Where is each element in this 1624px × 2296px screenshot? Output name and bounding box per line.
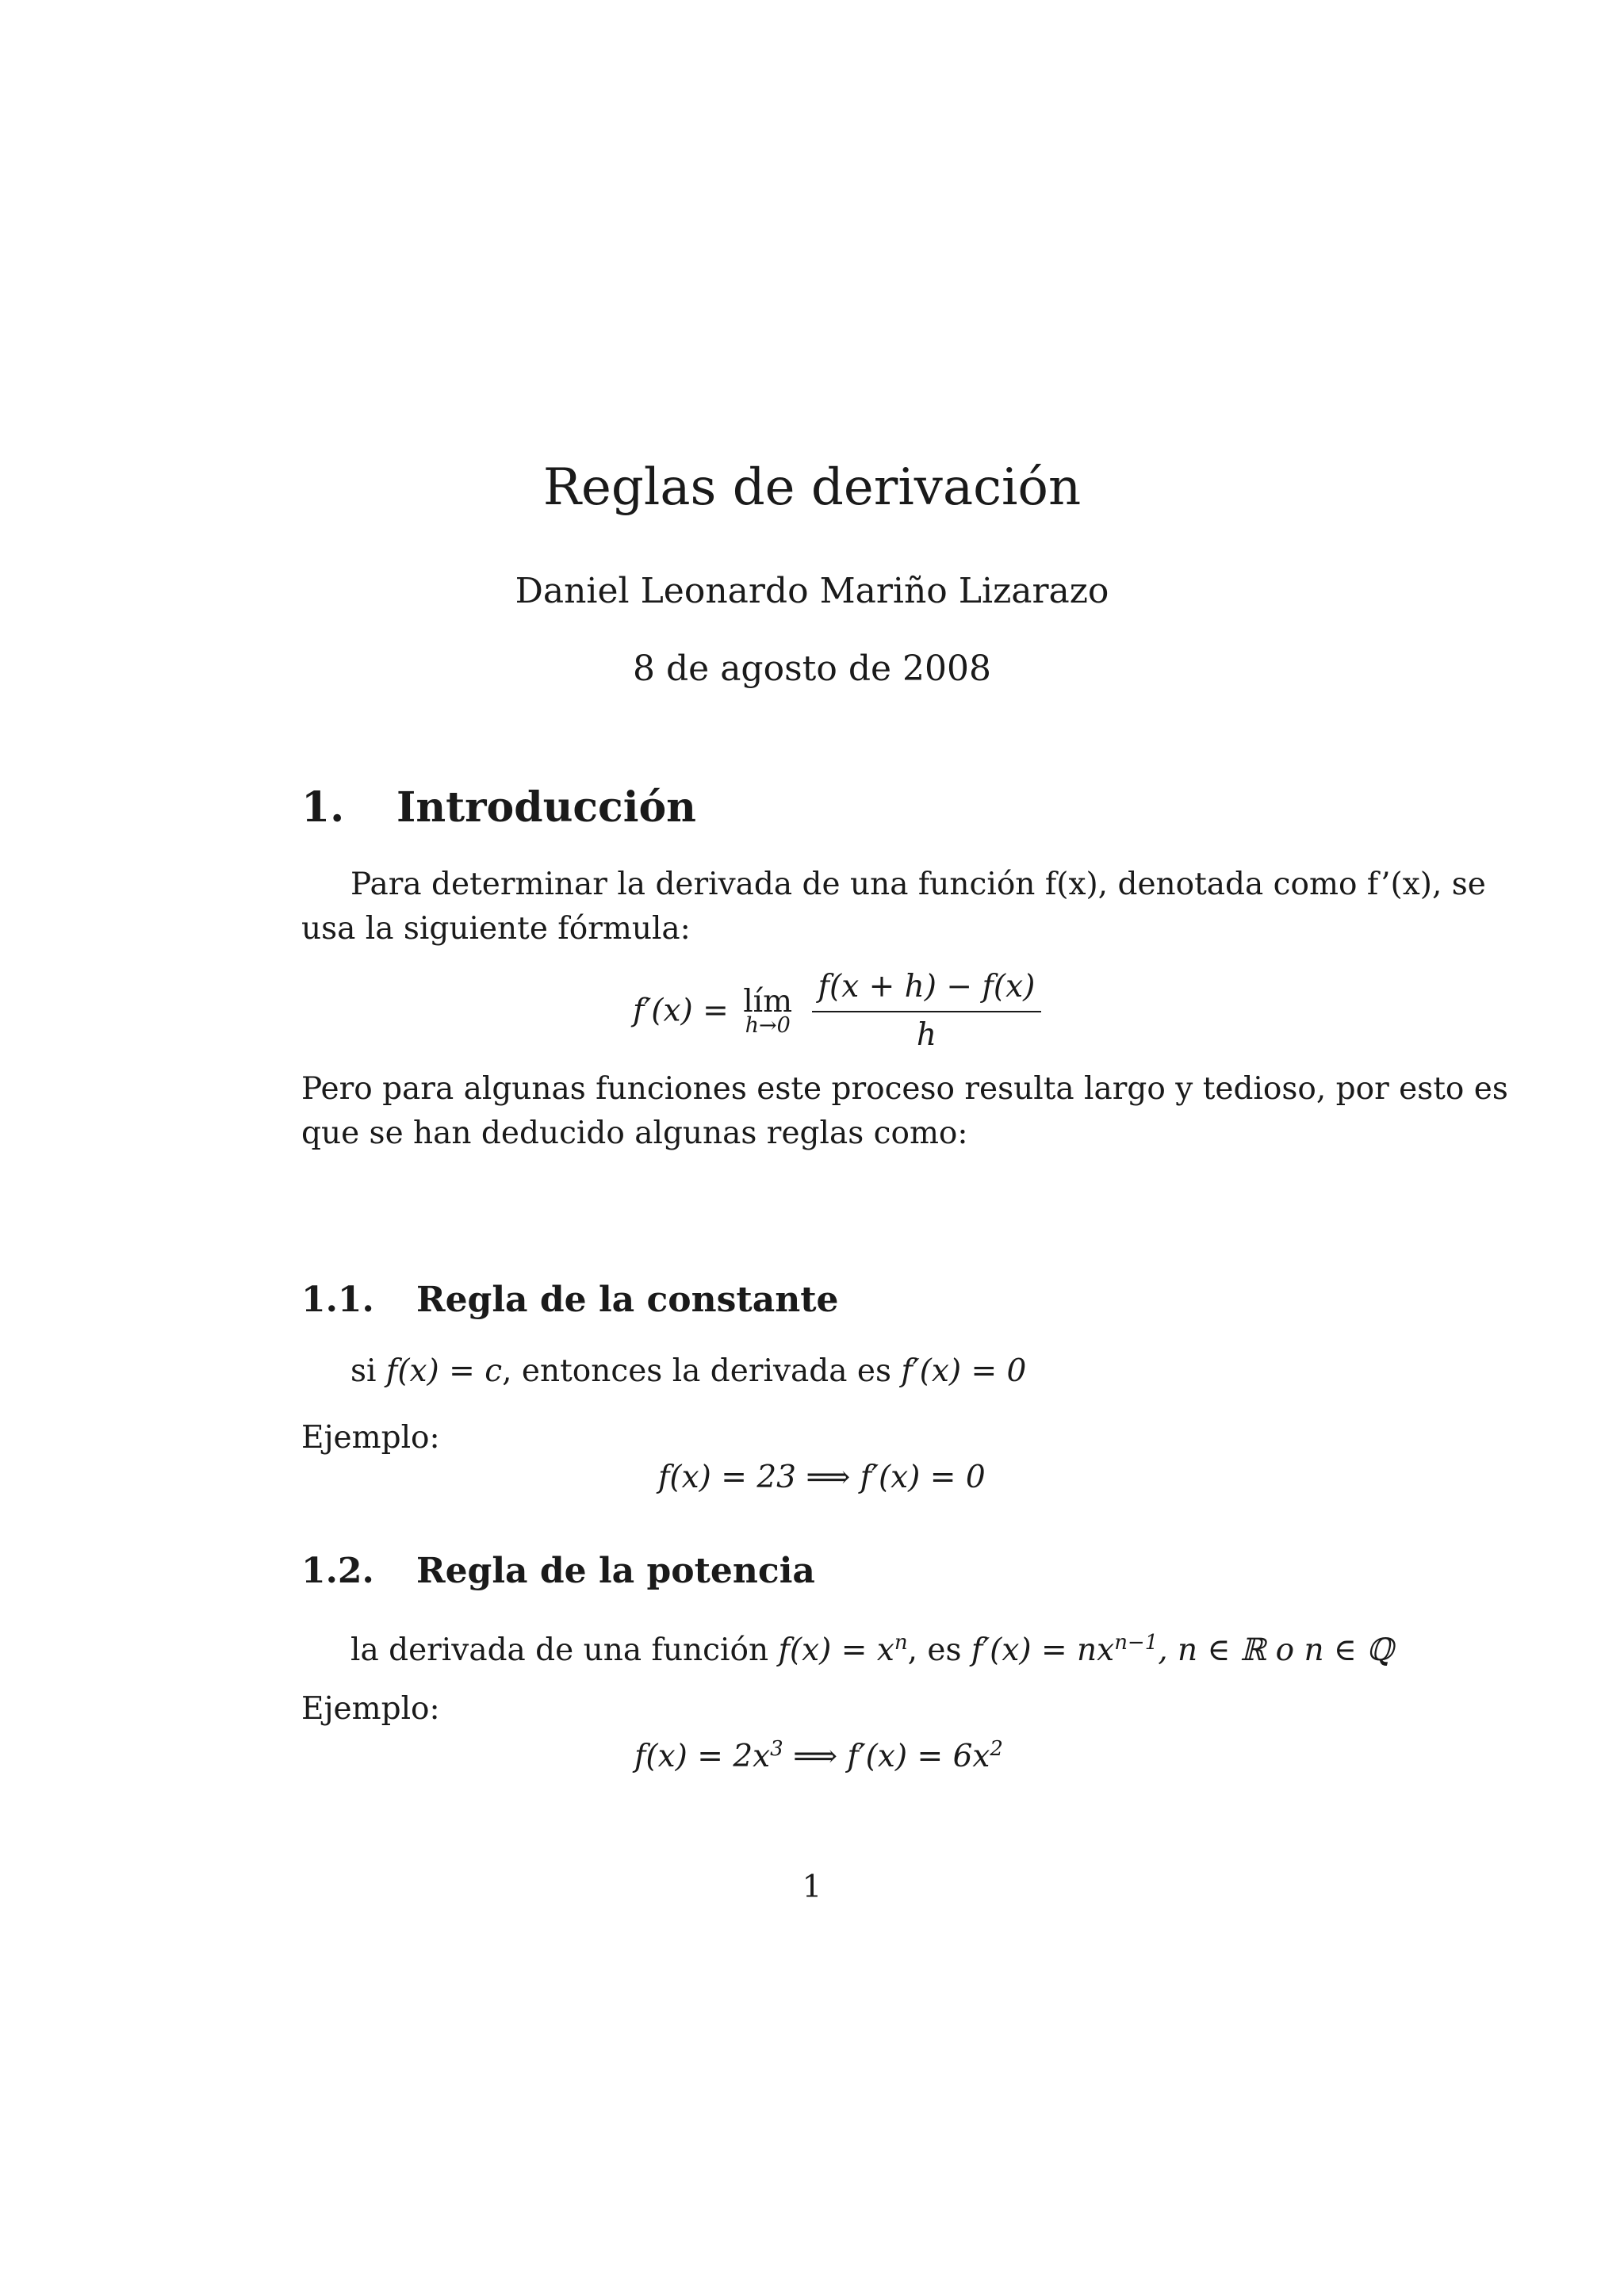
subsection-number: 1.1. [301, 1280, 374, 1320]
rule-math-function: f(x) = c [385, 1353, 503, 1389]
after-formula-line-1: Pero para algunas funciones este proceso resulta largo y tedioso, por esto es [301, 1071, 1508, 1107]
rule-function-base: f(x) = x [778, 1632, 894, 1668]
fraction-numerator: f(x + h) − f(x) [812, 969, 1042, 1012]
page-number: 1 [802, 1869, 822, 1905]
section-number: 1. [301, 783, 345, 832]
power-rule-statement [350, 1621, 1393, 1673]
rule-math-derivative: f′(x) = 0 [901, 1353, 1027, 1389]
constant-rule-example: f(x) = 23 ⟹ f′(x) = 0 [658, 1460, 986, 1495]
rule-middle-text: , es [907, 1632, 962, 1668]
rule-math-function [779, 1632, 908, 1668]
rule-derivative-base: f′(x) = nx [971, 1632, 1115, 1668]
subsection-heading-potencia [301, 1551, 815, 1591]
difference-quotient [812, 969, 1042, 1053]
subsection-number: 1.2. [301, 1551, 374, 1591]
subsection-title: Regla de la potencia [416, 1551, 815, 1591]
example-lhs-exponent: 3 [770, 1737, 783, 1761]
rule-prefix: si [350, 1353, 377, 1389]
rule-function-exponent: n [894, 1631, 908, 1655]
document-date: 8 de agosto de 2008 [633, 649, 991, 689]
intro-paragraph-line-1: Para determinar la derivada de una función f(x), denotada como f’(x), se [350, 867, 1486, 902]
example-rhs-exponent: 2 [990, 1737, 1003, 1761]
derivative-definition-formula [633, 969, 1046, 1053]
rule-domain-tail: , n ∈ ℝ o n ∈ ℚ [1158, 1632, 1394, 1668]
author-name: Daniel Leonardo Mariño Lizarazo [515, 571, 1109, 611]
rule-derivative-exponent: n−1 [1114, 1631, 1159, 1655]
power-rule-example [634, 1727, 1003, 1779]
example-label: Ejemplo: [301, 1691, 440, 1727]
rule-math-derivative [971, 1632, 1158, 1668]
subsection-heading-constante [301, 1280, 839, 1320]
section-title: Introducción [396, 783, 696, 832]
subsection-title: Regla de la constante [416, 1280, 839, 1320]
rule-prefix: la derivada de una función [350, 1632, 769, 1668]
formula-lhs: f′(x) = [633, 993, 729, 1029]
section-heading-introduccion [301, 783, 696, 832]
limit-subscript: h→0 [745, 1013, 791, 1038]
after-formula-line-2: que se han deducido algunas reglas como: [301, 1115, 968, 1151]
limit-operator [743, 984, 792, 1038]
document-title: Reglas de derivación [542, 458, 1082, 517]
example-rhs: ⟹ f′(x) = 6x [783, 1739, 990, 1774]
example-label: Ejemplo: [301, 1420, 440, 1456]
rule-middle-text: , entonces la derivada es [502, 1353, 891, 1389]
constant-rule-statement [350, 1349, 1026, 1394]
limit-word: lím [743, 984, 793, 1020]
intro-paragraph-line-2: usa la siguiente fórmula: [301, 911, 691, 947]
fraction-denominator: h [916, 1017, 936, 1053]
example-lhs: f(x) = 2x [634, 1739, 771, 1774]
